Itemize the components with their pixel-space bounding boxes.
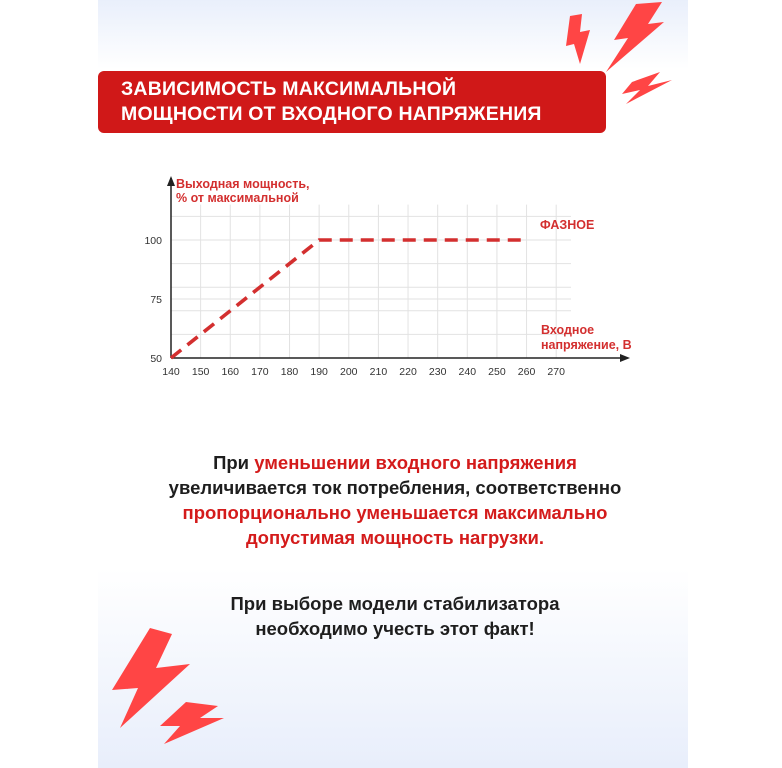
x-tick-label: 140 [162, 366, 180, 378]
x-tick-label: 190 [310, 366, 328, 378]
page-title-line-1: ЗАВИСИМОСТЬ МАКСИМАЛЬНОЙ [121, 78, 457, 100]
y-axis-arrow [167, 176, 175, 186]
page-title-line-2: МОЩНОСТИ ОТ ВХОДНОГО НАПРЯЖЕНИЯ [121, 103, 542, 125]
x-tick-label: 260 [517, 366, 536, 378]
y-tick-label: 50 [150, 353, 162, 365]
x-tick-label: 220 [399, 366, 417, 378]
x-tick-label: 170 [251, 366, 269, 378]
explanation-line-2: увеличивается ток потребления, соответственно [168, 477, 622, 498]
lightning-bolt-icon [160, 702, 224, 744]
explanation-line-1 [100, 450, 690, 475]
x-tick-label: 180 [280, 366, 299, 378]
chart-grid [171, 205, 571, 358]
advice-line-2: необходимо учесть этот факт! [255, 618, 535, 639]
y-axis-label-line-1: Выходная мощность, [176, 177, 310, 191]
y-axis-label-line-2: % от максимальной [176, 191, 299, 205]
explanation-highlight: пропорционально уменьшается [182, 502, 484, 523]
advice-line-1: При выборе модели стабилизатора [230, 593, 560, 614]
explanation-paragraph [100, 450, 690, 550]
x-tick-label: 240 [458, 366, 477, 378]
explanation-highlight: уменьшении входного напряжения [254, 452, 577, 473]
x-tick-label: 200 [340, 366, 358, 378]
advice-paragraph [100, 591, 690, 641]
x-tick-label: 230 [428, 366, 447, 378]
x-tick-label: 160 [221, 366, 240, 378]
y-tick-label: 100 [144, 235, 162, 247]
y-tick-label: 75 [150, 294, 162, 306]
explanation-highlight: максимально [483, 502, 608, 523]
explanation-line-4: допустимая мощность нагрузки. [245, 527, 545, 548]
x-tick-label: 250 [488, 366, 506, 378]
x-tick-label: 270 [547, 366, 565, 378]
explanation-line-3 [100, 500, 690, 525]
chart-tick-labels [144, 235, 565, 378]
x-tick-label: 210 [369, 366, 388, 378]
explanation-text: При [213, 452, 255, 473]
x-axis-arrow [620, 354, 630, 362]
x-axis-label-line-2: напряжение, В [541, 338, 632, 352]
series-label-fazное: ФАЗНОЕ [540, 218, 595, 232]
x-axis-label-line-1: Входное [541, 323, 595, 337]
x-tick-label: 150 [191, 366, 210, 378]
